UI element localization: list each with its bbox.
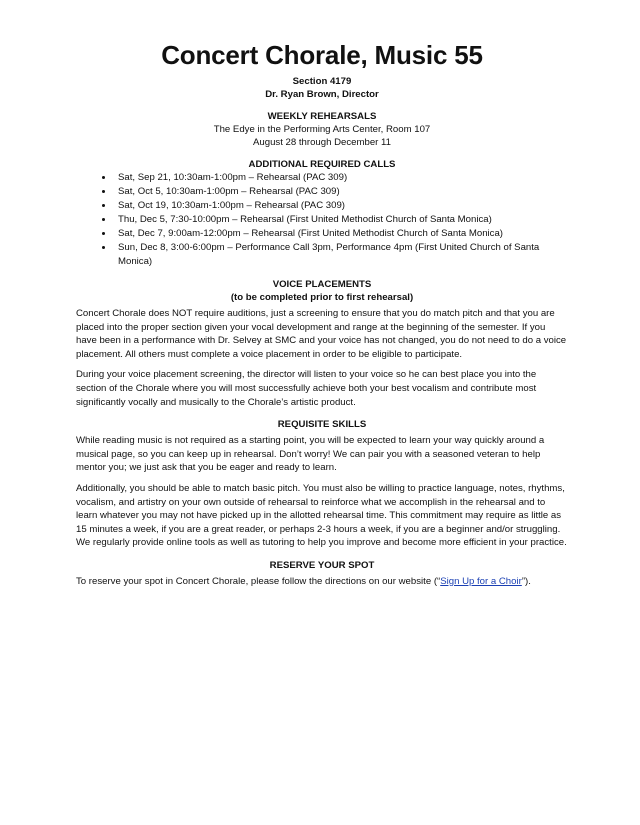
list-item: • Thu, Dec 5, 7:30-10:00pm – Rehearsal (First United Methodist Church of Santa Monica)	[114, 213, 568, 227]
reserve-paragraph	[76, 575, 568, 589]
additional-calls-heading: ADDITIONAL REQUIRED CALLS	[248, 159, 396, 170]
reserve-spot-heading: RESERVE YOUR SPOT	[269, 559, 375, 571]
voice-placements-heading: VOICE PLACEMENTS	[272, 279, 372, 290]
skills-paragraph-1: While reading music is not required as a starting point, you will be expected to learn your way quickly around a musical page, so you can keep up in rehearsal. Don’t worry! We can pair you with a seasoned veteran to help mentor you; we just ask that you be eager and ready to learn.	[76, 435, 545, 474]
director-name: Dr. Ryan Brown, Director	[265, 89, 379, 100]
list-item: • Sun, Dec 8, 3:00-6:00pm – Performance Call 3pm, Performance 4pm (First United Church of Santa Monica)	[114, 241, 568, 269]
list-item: • Sat, Oct 19, 10:30am-1:00pm – Rehearsal (PAC 309)	[114, 199, 568, 213]
voice-paragraph-1: Concert Chorale does NOT require auditions, just a screening to ensure that you do match pitch and that you are placed into the proper section given your vocal development and range at the beginning of the semester. If you have been in a performance with Dr. Selvey at SMC and your voice has not changed, you do not need to do a voice placement. All others must complete a voice placement in order to be eligible to participate.	[76, 308, 567, 360]
voice-placements-subheading: (to be completed prior to first rehearsal)	[230, 292, 414, 303]
weekly-rehearsals-heading: WEEKLY REHEARSALS	[267, 111, 377, 122]
list-item: • Sat, Sep 21, 10:30am-1:00pm – Rehearsal (PAC 309)	[114, 171, 568, 185]
rehearsal-dates: August 28 through December 11	[253, 137, 391, 148]
page-title: Concert Chorale, Music 55	[161, 40, 483, 70]
voice-paragraph-2: During your voice placement screening, the director will listen to your voice so he can best place you into the section of the Chorale where you will most successfully achieve both your best vocalism and contribute most significantly vocally and musically to the Chorale’s artistic product.	[76, 369, 537, 408]
additional-calls-list	[76, 171, 568, 269]
list-item: • Sat, Dec 7, 9:00am-12:00pm – Rehearsal (First United Methodist Church of Santa Monica)	[114, 227, 568, 241]
requisite-skills-heading: REQUISITE SKILLS	[277, 419, 367, 431]
list-item: • Sat, Oct 5, 10:30am-1:00pm – Rehearsal (PAC 309)	[114, 185, 568, 199]
sign-up-link[interactable]: Sign Up for a Choir	[440, 575, 522, 587]
reserve-text-after: ”).	[521, 575, 531, 587]
rehearsal-location: The Edye in the Performing Arts Center, Room 107	[213, 124, 431, 135]
section-number: Section 4179	[292, 76, 352, 87]
skills-paragraph-2: Additionally, you should be able to match basic pitch. You must also be willing to practice language, notes, rhythms, vocalism, and artistry on your own outside of rehearsal to reinforce what we accomplish in the rehearsal and to learn whatever you may not have picked up in the allotted rehearsal time. This commitment may require as little as 15 minutes a week, if you are a great reader, or perhaps 2-3 hours a week, if you are a beginner and/or struggling. We regularly provide online tools as well as tutoring to help you improve and become more efficient in your practice.	[76, 482, 567, 549]
reserve-text-before: To reserve your spot in Concert Chorale, please follow the directions on our website (“	[76, 575, 441, 587]
